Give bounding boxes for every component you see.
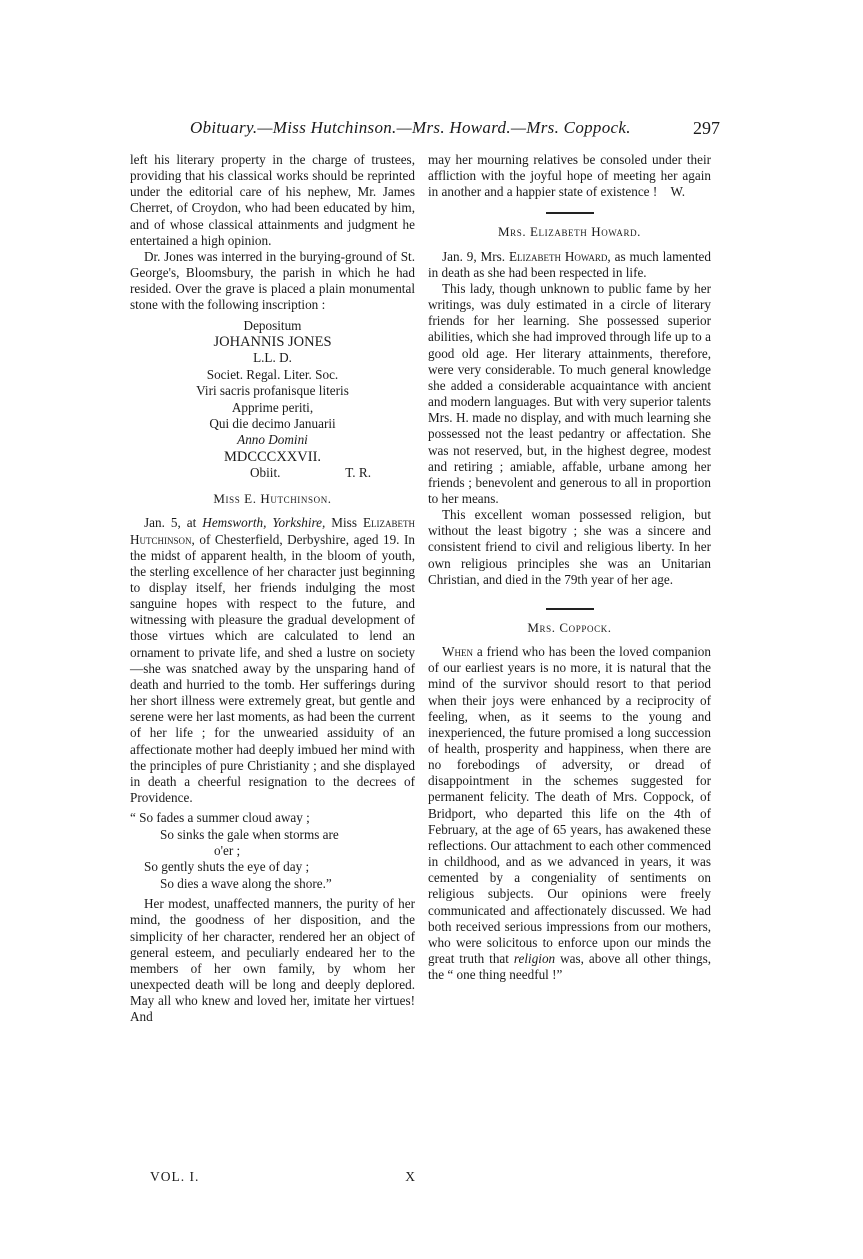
howard-paragraph-1 [428, 249, 711, 281]
running-header [190, 118, 720, 140]
hutchinson-continuation [428, 152, 711, 200]
hutchinson-character-paragraph: Her modest, unaffected manners, the purity of her mind, the goodness of her disposition, and the simplicity of her character, rendered her an object of general esteem, and peculiarly endeared her to the members of her own family, by whom her unexpected death will be long and deeply deplored. May all who knew and loved her, imitate her virtues! And [130, 896, 415, 1025]
poem-line: o'er ; [214, 843, 241, 858]
howard-text: as much lamented in death as she had been respected in life. [428, 248, 711, 280]
volume-mark: VOL. I. [150, 1169, 200, 1184]
section-divider [546, 608, 594, 610]
inscription-line: Qui die decimo Januarii [209, 416, 336, 431]
poem-line: So sinks the gale when storms are [160, 826, 339, 842]
page-number: 297 [693, 118, 720, 138]
howard-heading: Mrs. Elizabeth Howard. [497, 224, 642, 240]
inscription-last-row [130, 465, 415, 481]
continuation-signature: W. [670, 184, 685, 200]
hutchinson-place: Hemsworth, Yorkshire, [202, 515, 326, 531]
inscription-line: Societ. Regal. Liter. Soc. [206, 366, 339, 382]
inscription-line: Apprime periti, [231, 399, 314, 415]
poem-line: “ So fades a summer cloud away ; [130, 810, 310, 826]
inscription-line: Depositum [243, 317, 302, 333]
jones-will-paragraph: left his literary property in the charge of trustees, providing that his classical works should be reprinted under the editorial care of his nephew, Mr. James Cherret, of Croydon, who had been educated by him, and of whose classical attainments and judgment he entertained a high opinion. [130, 152, 415, 248]
inscription-obiit: Obiit. [250, 465, 281, 481]
poem-line: So gently shuts the eye of day ; [144, 859, 310, 875]
running-title: Obituary.—Miss Hutchinson.—Mrs. Howard.—Mrs. Coppock. [190, 118, 631, 137]
signature-mark: X [405, 1169, 415, 1184]
jones-burial-paragraph: Dr. Jones was interred in the burying-ground of St. George's, Bloomsbury, the parish in which he had resided. Over the grave is placed a plain monumental stone with the following inscription : [130, 248, 415, 313]
inscription-initials: T. R. [345, 465, 371, 481]
left-column [130, 152, 415, 1025]
right-column [428, 152, 711, 983]
inscription-line: Anno Domini [237, 432, 308, 448]
hutchinson-miss: Miss [325, 515, 363, 531]
hutchinson-date: Jan. 5, at [144, 515, 203, 531]
coppock-religion: religion [513, 951, 556, 967]
howard-name: Elizabeth Howard, [508, 248, 611, 264]
coppock-paragraph [428, 644, 711, 983]
hutchinson-paragraph [130, 515, 415, 806]
howard-paragraph-3: This excellent woman possessed religion, but without the least bigotry ; she was a sincere and consistent friend to civil and religious liberty. In her own religious principles she was an Unitarian Christian, and died in the 79th year of her age. [428, 507, 711, 587]
coppock-heading: Mrs. Coppock. [527, 619, 612, 635]
howard-paragraph-2: This lady, though unknown to public fame by her writings, was duly estimated in a circle of literary friends for her learning. She possessed superior abilities, which she had improved through life up to a good old age. Her literary attainments, therefore, were very considerable. To much general knowledge she added a considerable acquaintance with ancient and modern languages. But with very superior talents Mrs. H. made no display, and with much learning she possessed not the least pedantry or affectation. She was not reserved, but, in the highest degree, modest and retiring ; amiable, affable, urbane among her friends ; benevolent and generous to all in proportion to her means. [428, 280, 711, 506]
inscription-line: L.L. D. [253, 350, 292, 366]
inscription [130, 318, 415, 482]
continuation-text: may her mourning relatives be consoled under their affliction with the joyful hope of meeting her again in another and a happier state of existence ! [428, 152, 711, 200]
section-divider [546, 212, 594, 214]
hutchinson-text: of Chesterfield, Derbyshire, aged 19. In the midst of apparent health, in the bloom of youth, the sterling excellence of her character just beginning to display itself, her friends indulging the most sanguine hopes with respect to the future, and witnessing with pleasure the gradual development of those virtues which are calculated to lend an ornament to private life, and shed a lustre on society—she was snatched away by the unsparing hand of death and hurried to the tomb. Her sufferings during her short illness were extremely great, but gentle and serene were her last moments, as had been the current of her life ; for the unwearied assiduity of an affectionate mother had deeply imbued her mind with the principles of pure Christianity ; and she displayed in death a cheerful resignation to the decrees of Providence. [130, 531, 415, 806]
hutchinson-name: Elizabeth Hutchinson, [130, 515, 415, 547]
coppock-text-2: was, above all other things, the “ one thing needful !” [428, 951, 711, 983]
coppock-when: When [442, 644, 473, 660]
inscription-name: JOHANNIS JONES [213, 333, 332, 350]
poem [130, 810, 415, 892]
inscription-date: MDCCCXXVII. [223, 448, 322, 465]
coppock-text-1: a friend who has been the loved companion of our earliest years is no more, it is natural that the mind of the survivor should resort to that period when their joys were enhanced by a reciprocity of feeling, when, as it seems to the young and inexperienced, the future promised a long succession of health, prosperity and happiness, when there are no forebodings of adversity, or dread of disappointment in the schemes suggested for permanent felicity. The death of Mrs. Coppock, of Bridport, who departed this life on the 4th of February, at the age of 65 years, has awakened these reflections. Our attachment to each other commenced in childhood, and as we advanced in years, it was cemented by a congeniality of sentiments on religious subjects. Our opinions were freely communicated and affectionately discussed. We had both received serious impressions from our mothers, who were solicitous to enforce upon our minds the great truth that [428, 644, 711, 967]
inscription-line: Viri sacris profanisque literis [196, 383, 349, 399]
hutchinson-heading: Miss E. Hutchinson. [213, 491, 332, 507]
poem-line: So dies a wave along the shore.” [160, 875, 332, 891]
howard-date: Jan. 9, Mrs. [442, 248, 509, 264]
